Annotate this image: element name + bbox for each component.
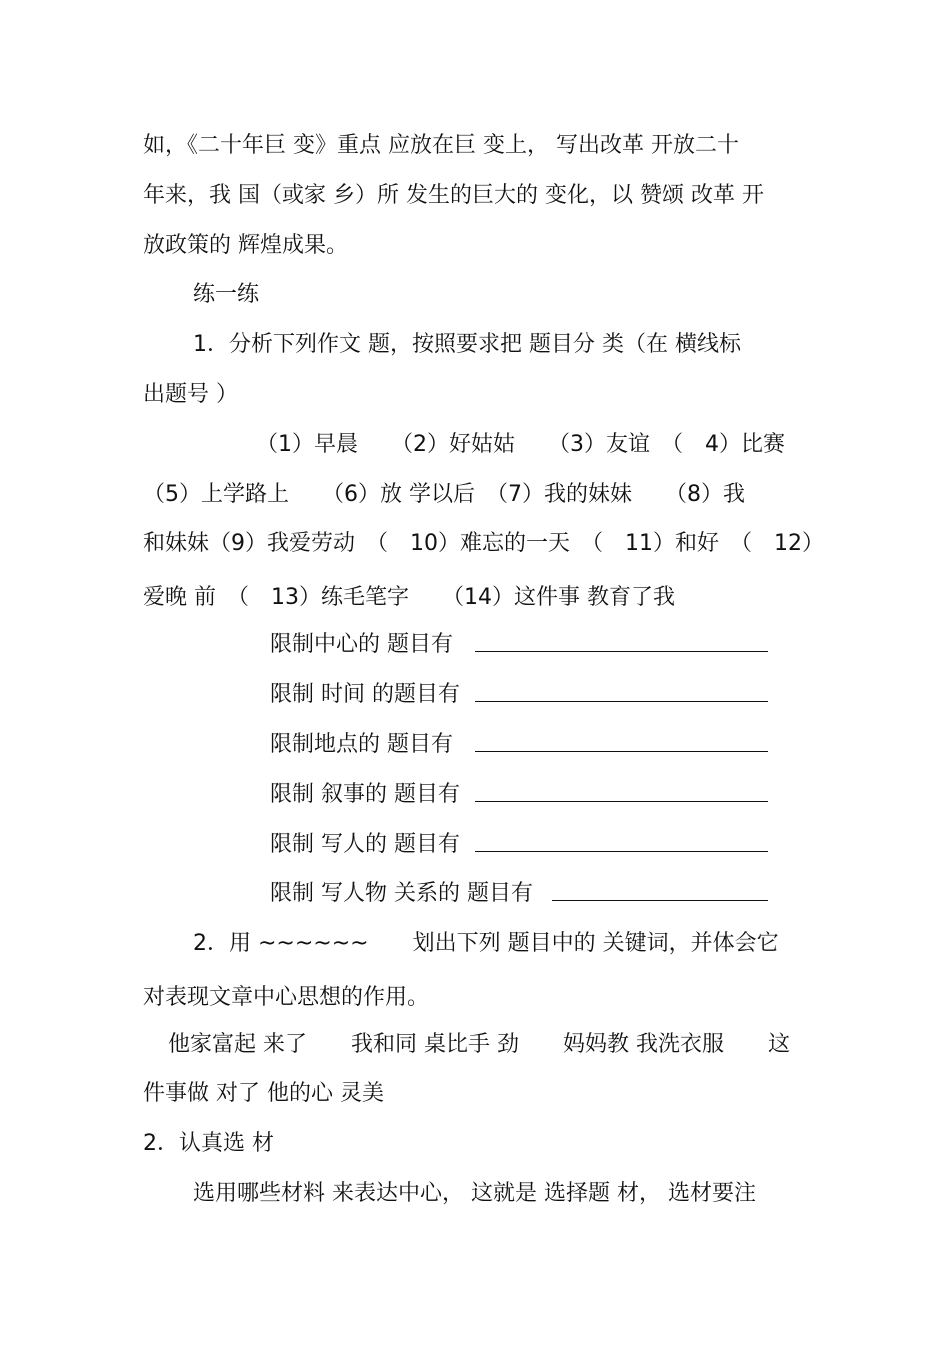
answer-blank[interactable]: [475, 801, 768, 802]
fill-in-label: 限制 叙事的 题目有: [270, 782, 460, 807]
topic-list-line: （5）上学路上 （6）放 学以后 （7）我的妹妹 （8）我: [143, 482, 745, 507]
answer-blank[interactable]: [475, 701, 768, 702]
text-line: 如，《二十年巨 变》重点 应放在巨 变上， 写出改革 开放二十: [143, 133, 739, 158]
topic-list-line: 和妹妹（9）我爱劳动 （ 10）难忘的一天 （ 11）和好 （ 12）: [143, 531, 824, 556]
fill-in-label: 限制中心的 题目有: [270, 632, 453, 657]
answer-blank[interactable]: [552, 900, 768, 901]
section-heading: 2．认真选 材: [143, 1131, 274, 1156]
fill-in-label: 限制 时间 的题目有: [270, 682, 460, 707]
topic-list-line: 爱晚 前 （ 13）练毛笔字 （14）这件事 教育了我: [143, 585, 675, 610]
keyword-phrase-line: 他家富起 来了 我和同 桌比手 劲 妈妈教 我洗衣服 这: [168, 1032, 790, 1057]
text-line: 对表现文章中心思想的作用。: [143, 985, 430, 1010]
answer-blank[interactable]: [475, 751, 768, 752]
fill-in-label: 限制 写人的 题目有: [270, 832, 460, 857]
topic-list-line: （1）早晨 （2）好姑姑 （3）友谊 （ 4）比赛: [256, 432, 785, 457]
section-heading: 练一练: [193, 282, 260, 307]
fill-in-label: 限制地点的 题目有: [270, 732, 453, 757]
text-line: 出题号 ）: [143, 382, 238, 407]
text-line: 选用哪些材料 来表达中心， 这就是 选择题 材， 选材要注: [193, 1181, 756, 1206]
exercise-item: 2．用 ~~~~~~ 划出下列 题目中的 关键词，并体会它: [193, 931, 779, 956]
text-line: 年来，我 国（或家 乡）所 发生的巨大的 变化，以 赞颂 改革 开: [143, 183, 764, 208]
answer-blank[interactable]: [475, 851, 768, 852]
keyword-phrase-line: 件事做 对了 他的心 灵美: [143, 1081, 384, 1106]
text-line: 放政策的 辉煌成果。: [143, 233, 348, 258]
answer-blank[interactable]: [475, 651, 768, 652]
fill-in-label: 限制 写人物 关系的 题目有: [270, 881, 533, 906]
exercise-item: 1．分析下列作文 题，按照要求把 题目分 类（在 横线标: [193, 332, 741, 357]
